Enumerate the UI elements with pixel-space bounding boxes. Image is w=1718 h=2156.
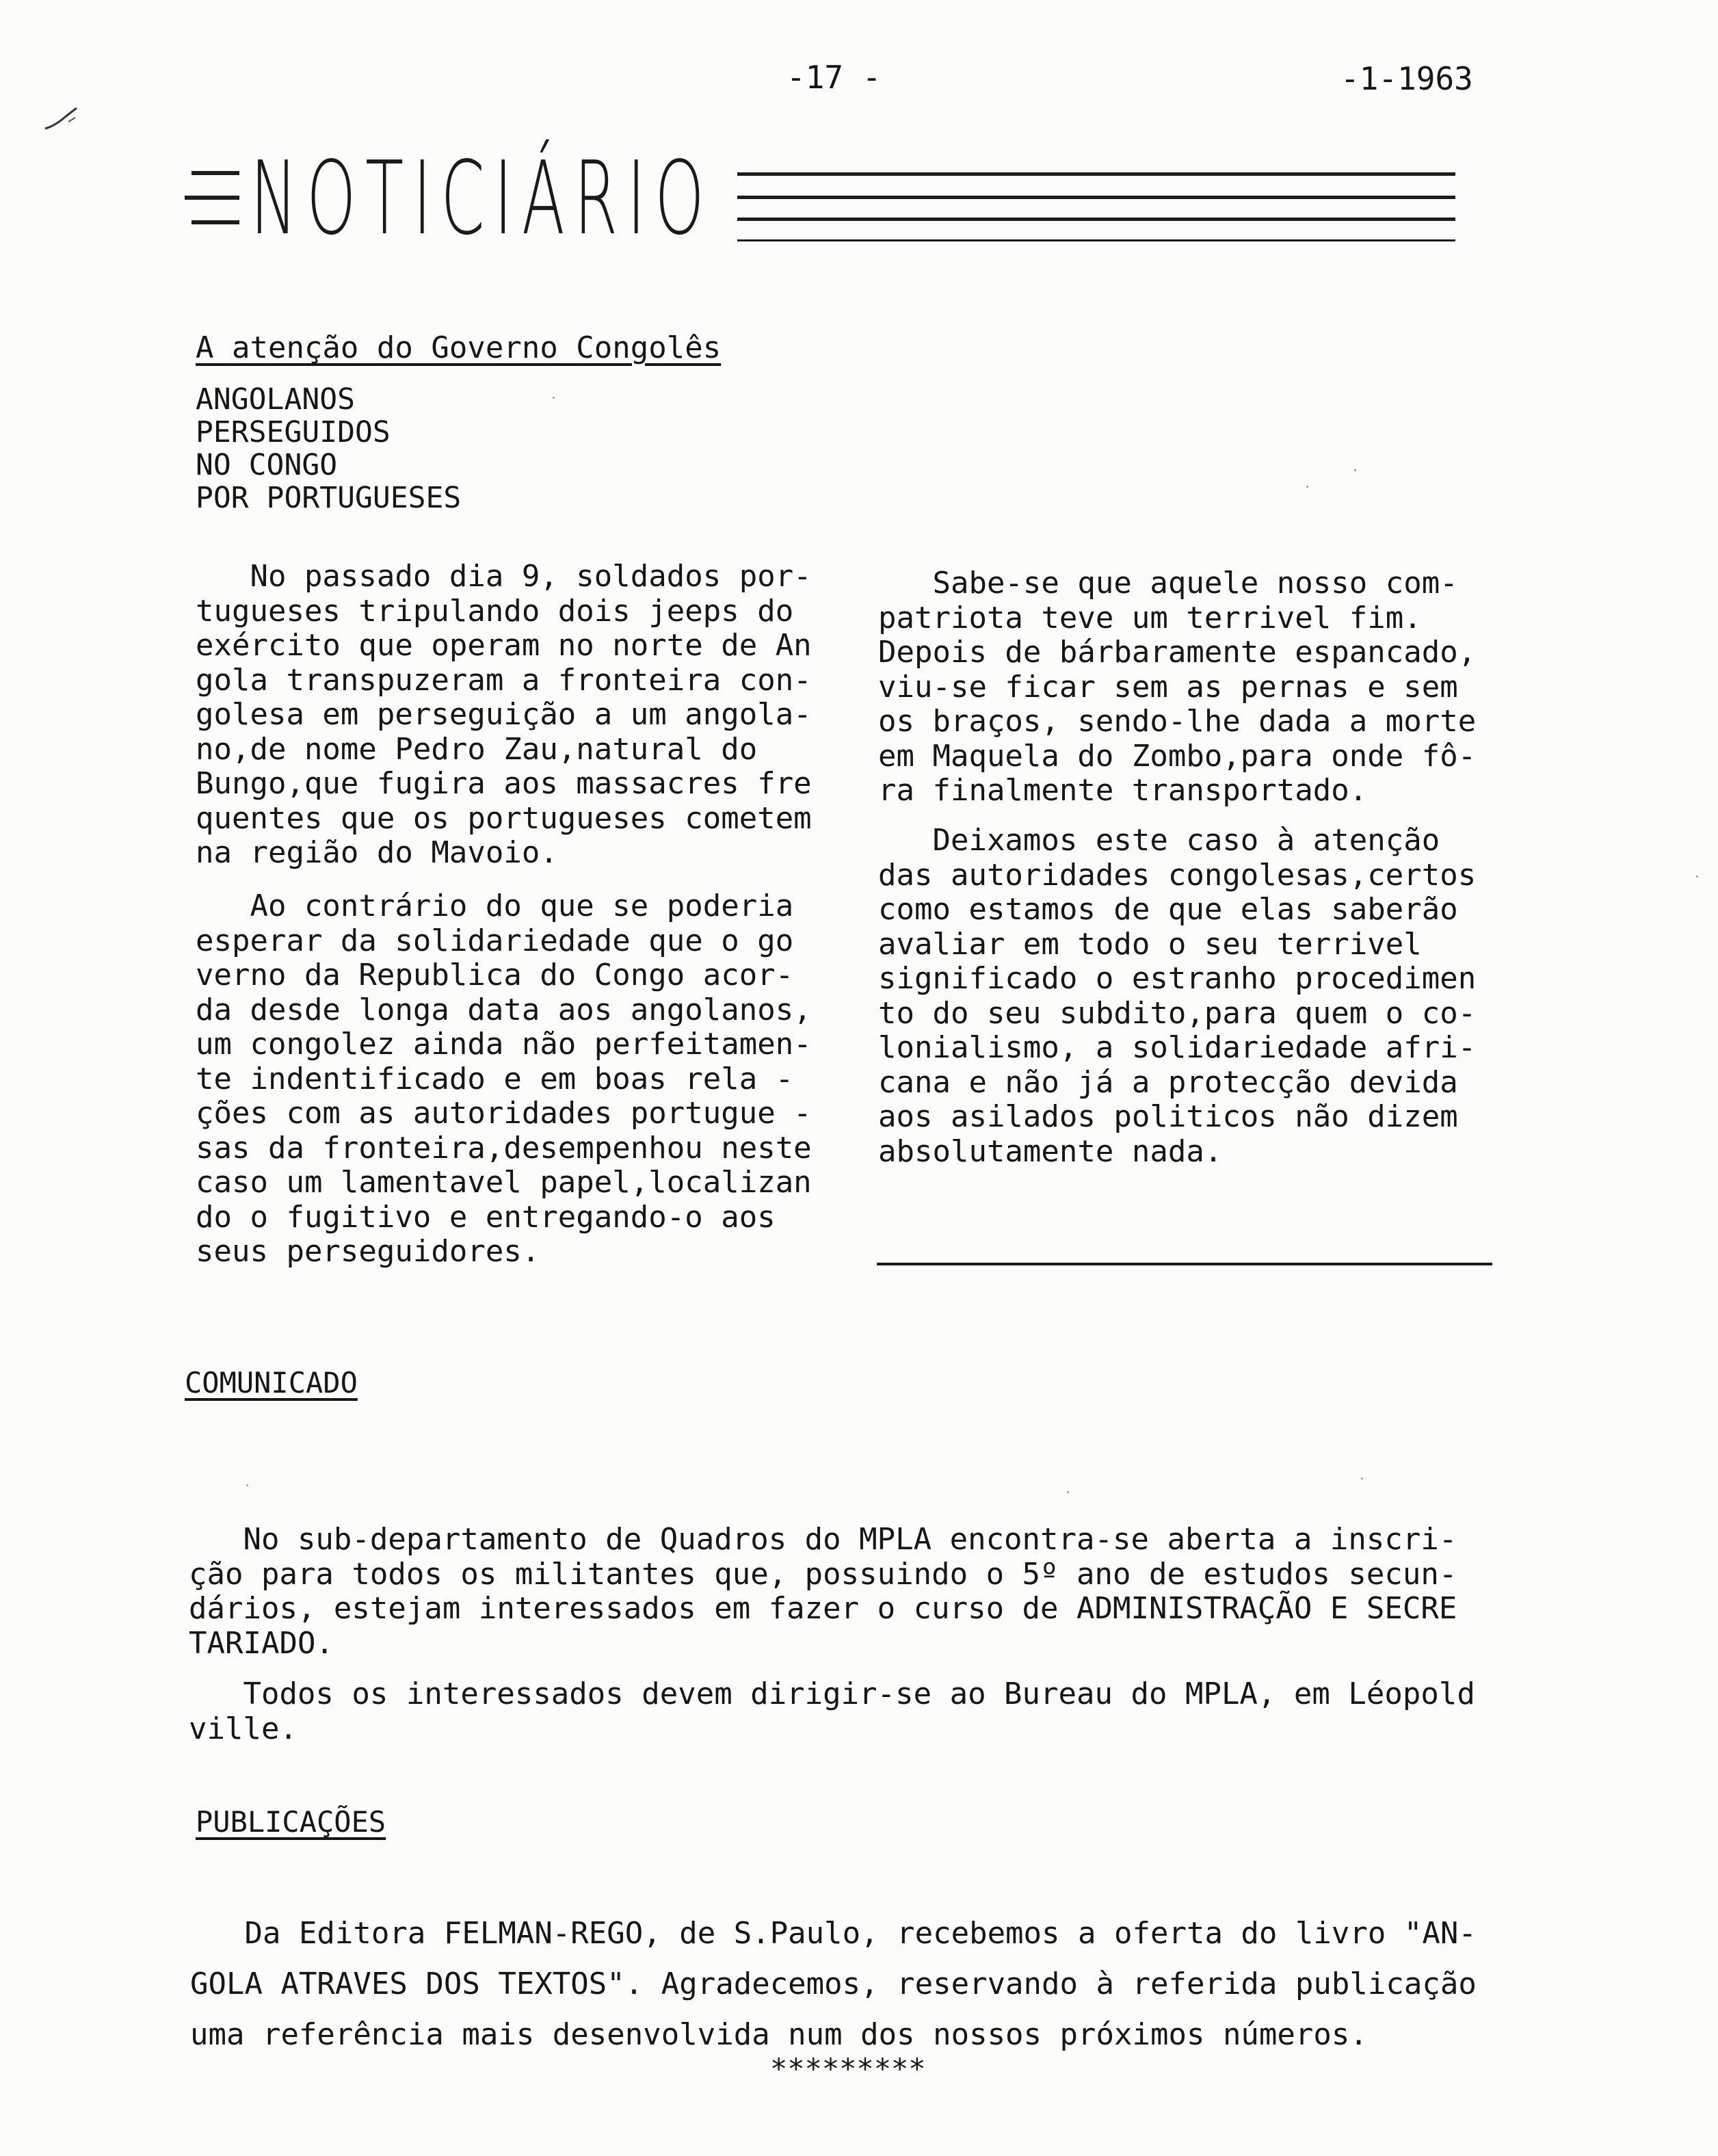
masthead: [185, 137, 1464, 260]
scan-mark-icon: [41, 103, 89, 137]
right-column-paragraph-1: Sabe-se que aquele nosso com- patriota teve um terrivel fim. Depois de bárbaramente espancado, viu-se ficar sem as pernas e sem os braços, sendo-lhe dada a morte em Maquela do Zombo,para onde fô- ra finalmente transportado.: [878, 566, 1477, 808]
subtitle-line: POR PORTUGUESES: [196, 481, 462, 515]
subtitle-line: PERSEGUIDOS: [196, 415, 391, 449]
issue-date: -1-1963: [1340, 60, 1473, 97]
subtitle-line: ANGOLANOS: [196, 382, 355, 417]
article-heading: A atenção do Governo Congolês: [196, 330, 722, 365]
publicacoes-paragraph: Da Editora FELMAN-REGO, de S.Paulo, recebemos a oferta do livro "AN- GOLA ATRAVES DOS TEXTOS". Agradecemos, reservando à referida publicação uma referência mais desenvolvida num dos nossos próximos números.: [190, 1916, 1477, 2052]
comunicado-paragraph-2: Todos os interessados devem dirigir-se ao Bureau do MPLA, em Léopold ville.: [189, 1677, 1475, 1746]
column-end-rule: [877, 1263, 1492, 1265]
left-column-paragraph-2: Ao contrário do que se poderia esperar da solidariedade que o go verno da Republica do Congo acor- da desde longa data aos angolanos, um congolez ainda não perfeitamen- te indentificado e em boas rela - ções com as autoridades portugue - sas da fronteira,desempenhou neste caso um lamentavel papel,localizan do o fugitivo e entregando-o aos seus perseguidores.: [196, 889, 812, 1269]
publicacoes-heading: PUBLICAÇÕES: [196, 1805, 386, 1839]
subtitle-line: NO CONGO: [196, 448, 338, 482]
masthead-title: NOTICIÁRIO: [250, 140, 714, 257]
article-subtitle: [196, 383, 461, 514]
page-number: -17 -: [787, 59, 882, 96]
footer-stars: *********: [770, 2052, 926, 2086]
comunicado-paragraph-1: No sub-departamento de Quadros do MPLA encontra-se aberta a inscri- ção para todos os militantes que, possuindo o 5º ano de estudos secun- dários, estejam interessados em fazer o curso de ADMINISTRAÇÃO E SECRE TARIADO.: [189, 1522, 1457, 1661]
left-column-paragraph-1: No passado dia 9, soldados por- tugueses tripulando dois jeeps do exército que operam no norte de An gola transpuzeram a fronteira con- golesa em perseguição a um angola- no,de nome Pedro Zau,natural do Bungo,que fugira aos massacres fre quentes que os portugueses cometem na região do Mavoio.: [196, 559, 812, 870]
comunicado-heading: COMUNICADO: [185, 1366, 358, 1399]
right-column-paragraph-2: Deixamos este caso à atenção das autoridades congolesas,certos como estamos de que elas saberão avaliar em todo o seu terrivel significado o estranho procedimen to do seu subdito,para quem o co- lonialismo, a solidariedade afri- cana e não já a protecção devida aos asilados politicos não dizem absolutamente nada.: [878, 823, 1477, 1169]
